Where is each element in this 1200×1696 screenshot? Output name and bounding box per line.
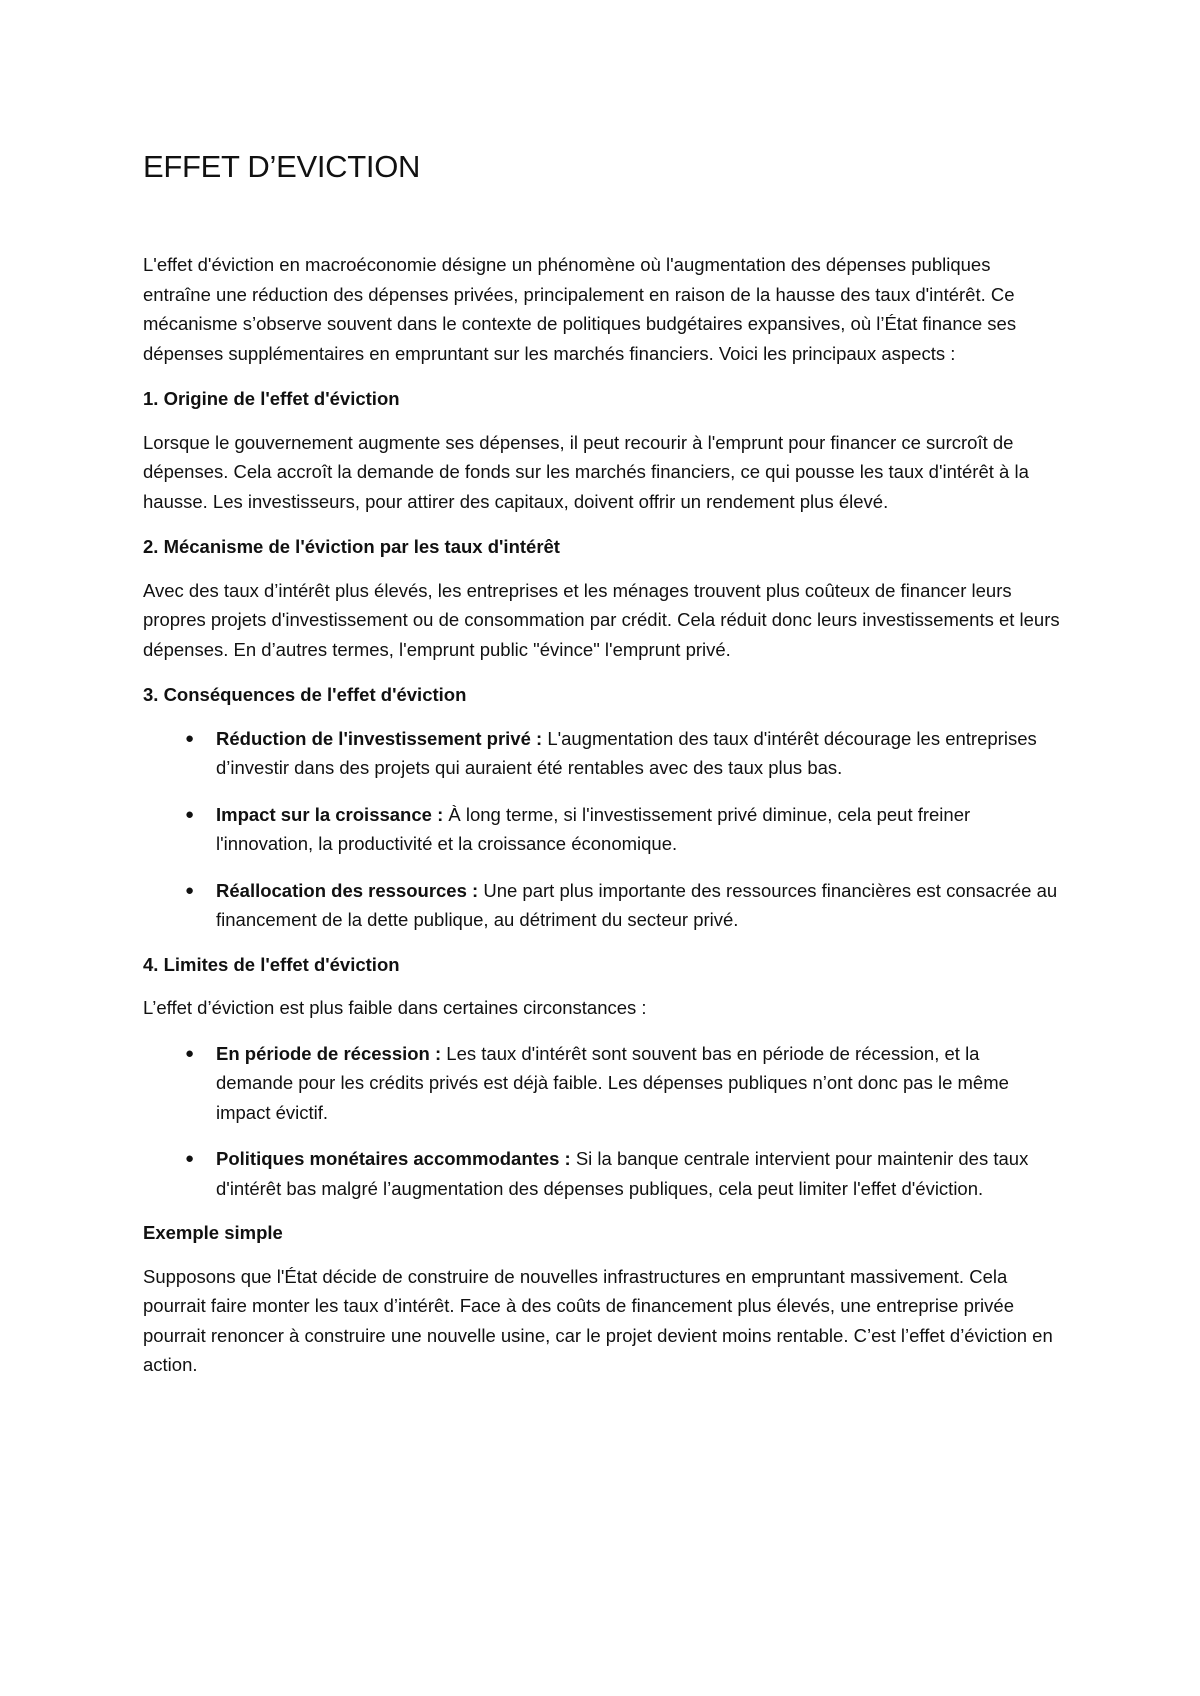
list-item-term: Réallocation des ressources : — [216, 879, 479, 901]
section-text-exemple: Supposons que l'État décide de construire de nouvelles infrastructures en empruntant massivement. Cela pourrait faire monter les taux d’intérêt. Face à des coûts de financement plus élevés, une entreprise privée pourrait renoncer à construire une nouvelle usine, car le projet devient moins rentable. C’est l’effet d’éviction en action. — [143, 1265, 1053, 1375]
list-item-term: Impact sur la croissance : — [216, 803, 444, 825]
list-item-term: Politiques monétaires accommodantes : — [216, 1148, 571, 1169]
list-item — [143, 1039, 1060, 1128]
list-item — [143, 724, 1060, 783]
section-heading-exemple: Exemple simple — [143, 1222, 283, 1243]
bullet-icon: ● — [185, 881, 195, 899]
list-item-text: Les taux d'intérêt sont souvent bas en période de récession, et la demande pour les crédits privés est déjà faible. Les dépenses publiques n’ont donc pas le même impact évictif. — [216, 1042, 1009, 1123]
section-text-origine: Lorsque le gouvernement augmente ses dépenses, il peut recourir à l'emprunt pour financer ce surcroît de dépenses. Cela accroît la demande de fonds sur les marchés financiers, ce qui pousse les taux d'intérêt à la hausse. Les investisseurs, pour attirer des capitaux, doivent offrir un rendement plus élevé. — [143, 431, 1029, 512]
list-item — [143, 800, 1060, 859]
list-item — [143, 876, 1060, 935]
section-heading-limites: 4. Limites de l'effet d'éviction — [143, 953, 400, 975]
document-title: EFFET D’EVICTION — [143, 149, 421, 184]
bullet-icon: ● — [185, 805, 195, 823]
section-text-mecanisme: Avec des taux d’intérêt plus élevés, les entreprises et les ménages trouvent plus coûteux de financer leurs propres projets d'investissement ou de consommation par crédit. Cela réduit donc leurs investissements et leurs dépenses. En d’autres termes, l'emprunt public "évince" l'emprunt privé. — [143, 579, 1060, 660]
list-item-text: L'augmentation des taux d'intérêt décourage les entreprises d’investir dans des projets qui auraient été rentables avec des taux plus bas. — [216, 727, 1037, 778]
consequences-list — [143, 724, 1060, 935]
list-item-text: À long terme, si l'investissement privé diminue, cela peut freiner l'innovation, la productivité et la croissance économique. — [216, 803, 971, 854]
list-item-text: Une part plus importante des ressources financières est consacrée au financement de la dette publique, au détriment du secteur privé. — [216, 879, 1058, 930]
bullet-icon: ● — [185, 1150, 195, 1167]
section-text-limites: L’effet d’éviction est plus faible dans certaines circonstances : — [143, 997, 647, 1018]
bullet-icon: ● — [185, 1044, 195, 1062]
section-heading-origine: 1. Origine de l'effet d'éviction — [143, 388, 400, 409]
list-item — [143, 1144, 1060, 1203]
section-heading-consequences: 3. Conséquences de l'effet d'éviction — [143, 684, 467, 705]
list-item-text: Si la banque centrale intervient pour maintenir des taux d'intérêt bas malgré l’augmentation des dépenses publiques, cela peut limiter l'effet d'éviction. — [216, 1148, 1029, 1199]
section-heading-mecanisme: 2. Mécanisme de l'éviction par les taux d'intérêt — [143, 536, 560, 557]
limites-list — [143, 1039, 1060, 1204]
list-item-term: En période de récession : — [216, 1042, 442, 1064]
bullet-icon: ● — [185, 729, 195, 747]
list-item-term: Réduction de l'investissement privé : — [216, 727, 543, 749]
intro-paragraph: L'effet d'éviction en macroéconomie désigne un phénomène où l'augmentation des dépenses publiques entraîne une réduction des dépenses privées, principalement en raison de la hausse des taux d'intérêt. Ce mécanisme s’observe souvent dans le contexte de politiques budgétaires expansives, où l’État finance ses dépenses supplémentaires en empruntant sur les marchés financiers. Voici les principaux aspects : — [143, 254, 1017, 364]
